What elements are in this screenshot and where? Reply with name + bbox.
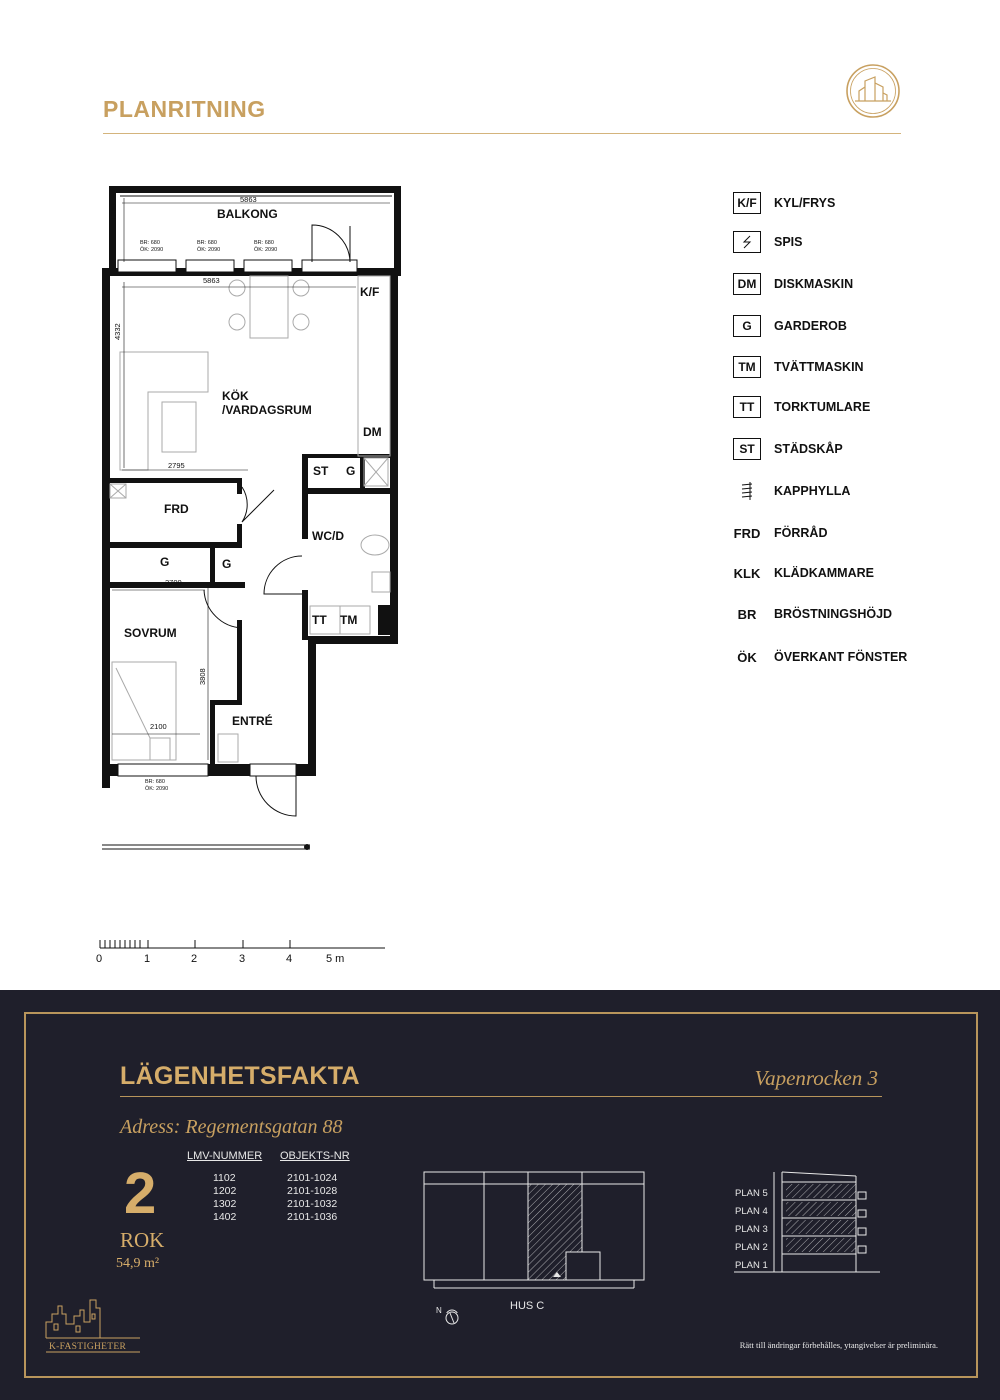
legend-label: STÄDSKÅP: [774, 442, 843, 456]
scale-label: 2: [191, 953, 198, 965]
room-label-g-st: G: [346, 464, 356, 478]
room-label-garderob: G: [160, 555, 170, 569]
table-cell: 2101-1028: [287, 1185, 338, 1197]
legend-code: TT: [733, 396, 761, 418]
legend-item: [733, 231, 993, 255]
facts-divider: [120, 1096, 882, 1097]
room-label-kok: KÖK: [222, 389, 249, 403]
legend-code: ST: [733, 438, 761, 460]
dimension-living-lower: 2795: [168, 461, 185, 470]
legend-code: BR: [737, 606, 757, 622]
room-label-tt: TT: [312, 613, 327, 627]
legend-label: KYL/FRYS: [774, 196, 836, 210]
room-label-st: ST: [313, 464, 329, 478]
address: Adress: Regementsgatan 88: [120, 1116, 343, 1138]
scale-bar: [100, 940, 385, 948]
property-name: Vapenrocken 3: [754, 1066, 878, 1090]
legend-code: K/F: [733, 192, 761, 214]
compass-icon: [444, 1310, 460, 1326]
legend-label: TVÄTTMASKIN: [774, 360, 864, 374]
disclaimer-text: Rätt till ändringar förbehålles, ytangivelser är preliminära.: [739, 1340, 938, 1350]
legend-code: FRD: [733, 525, 761, 541]
legend-item: [733, 356, 993, 380]
dimension-bed-width: 2700: [165, 578, 182, 587]
legend-label: BRÖSTNINGSHÖJD: [774, 607, 893, 621]
legend-item: [733, 315, 993, 339]
table-cell: 1102: [213, 1172, 236, 1184]
window-ok: ÖK: 2090: [140, 247, 164, 253]
window-ok: ÖK: 2090: [254, 247, 278, 253]
dimension-bed-depth: 3808: [198, 668, 207, 685]
table-cell: 1302: [213, 1198, 237, 1210]
room-label-kf: K/F: [360, 285, 380, 299]
north-label: N: [436, 1306, 442, 1315]
room-label-tm: TM: [340, 613, 358, 627]
window-br: BR: 680: [145, 779, 165, 785]
brand-name: K-FASTIGHETER: [49, 1342, 127, 1352]
scale-label: 3: [239, 953, 246, 965]
floor-label: PLAN 2: [735, 1242, 768, 1253]
table-cell: 2101-1024: [287, 1172, 338, 1184]
legend-item: [733, 480, 993, 504]
legend-item: [733, 522, 993, 546]
legend-item: [733, 273, 993, 297]
table-cell: 1202: [213, 1185, 237, 1197]
coat-rack-icon: [733, 480, 761, 502]
legend-item: [733, 562, 993, 586]
floor-label: PLAN 5: [735, 1188, 768, 1199]
scale-label: 0: [96, 953, 103, 965]
stove-icon: [733, 231, 761, 253]
legend-label: KLÄDKAMMARE: [774, 566, 874, 580]
window-br: BR: 680: [254, 240, 274, 246]
legend-label: SPIS: [774, 235, 803, 249]
doors: [204, 225, 350, 816]
furniture: [110, 276, 390, 762]
table-header-lmv: LMV-NUMMER: [187, 1150, 263, 1162]
legend-code: TM: [733, 356, 761, 378]
dimension-balkong-width: 5863: [240, 195, 257, 204]
floor-label: PLAN 1: [735, 1260, 768, 1271]
room-label-frd: FRD: [164, 502, 189, 516]
window-br: BR: 680: [197, 240, 217, 246]
room-count: 2: [124, 1161, 157, 1226]
window-ok: ÖK: 2090: [197, 247, 221, 253]
legend-code: DM: [733, 273, 761, 295]
apartment-facts-panel: [0, 990, 1000, 1400]
room-unit: ROK: [120, 1228, 165, 1252]
window-ok: ÖK: 2090: [145, 786, 169, 792]
room-label-entre: ENTRÉ: [232, 714, 273, 728]
room-label-garderob-small: G: [222, 557, 232, 571]
table-cell: 2101-1032: [287, 1198, 338, 1210]
legend-item: [733, 396, 993, 420]
room-label-wcd: WC/D: [312, 529, 344, 543]
table-header-objekt: OBJEKTS-NR: [280, 1150, 350, 1162]
legend-label: KAPPHYLLA: [774, 484, 851, 498]
legend-label: DISKMASKIN: [774, 277, 854, 291]
plan-reference-line: [102, 845, 310, 850]
dimension-balkong-depth: 1380: [109, 203, 118, 220]
room-label-dm: DM: [363, 425, 382, 439]
apartment-area: 54,9 m²: [116, 1256, 160, 1271]
legend-code: G: [733, 315, 761, 337]
legend-code: ÖK: [737, 649, 757, 665]
floor-label: PLAN 4: [735, 1206, 768, 1217]
scale-label: 1: [144, 953, 151, 965]
windows: [118, 196, 392, 776]
legend-item: [733, 603, 993, 627]
floor-label: PLAN 3: [735, 1224, 768, 1235]
window-br: BR: 680: [140, 240, 160, 246]
room-label-balkong: BALKONG: [217, 207, 278, 221]
legend-code: KLK: [733, 565, 761, 581]
building-label: HUS C: [510, 1300, 545, 1312]
legend-label: ÖVERKANT FÖNSTER: [774, 650, 908, 664]
room-label-sovrum: SOVRUM: [124, 626, 177, 640]
room-label-vardagsrum: /VARDAGSRUM: [222, 403, 312, 417]
dimension-living-depth: 4332: [113, 323, 122, 340]
page-title: PLANRITNING: [103, 96, 266, 122]
legend-label: TORKTUMLARE: [774, 400, 871, 414]
scale-label: 5 m: [326, 953, 345, 965]
scale-label: 4: [286, 953, 293, 965]
legend-item: [733, 438, 993, 462]
table-cell: 1402: [213, 1211, 237, 1223]
legend-item: [733, 646, 993, 670]
legend-label: FÖRRÅD: [774, 526, 828, 540]
legend-item: [733, 192, 993, 216]
table-cell: 2101-1036: [287, 1211, 338, 1223]
dimension-living-width: 5863: [203, 276, 220, 285]
building-key-plan: [420, 1168, 650, 1313]
dimension-bed-lower: 2100: [150, 722, 167, 731]
facts-title: LÄGENHETSFAKTA: [120, 1062, 360, 1090]
legend-label: GARDEROB: [774, 319, 847, 333]
